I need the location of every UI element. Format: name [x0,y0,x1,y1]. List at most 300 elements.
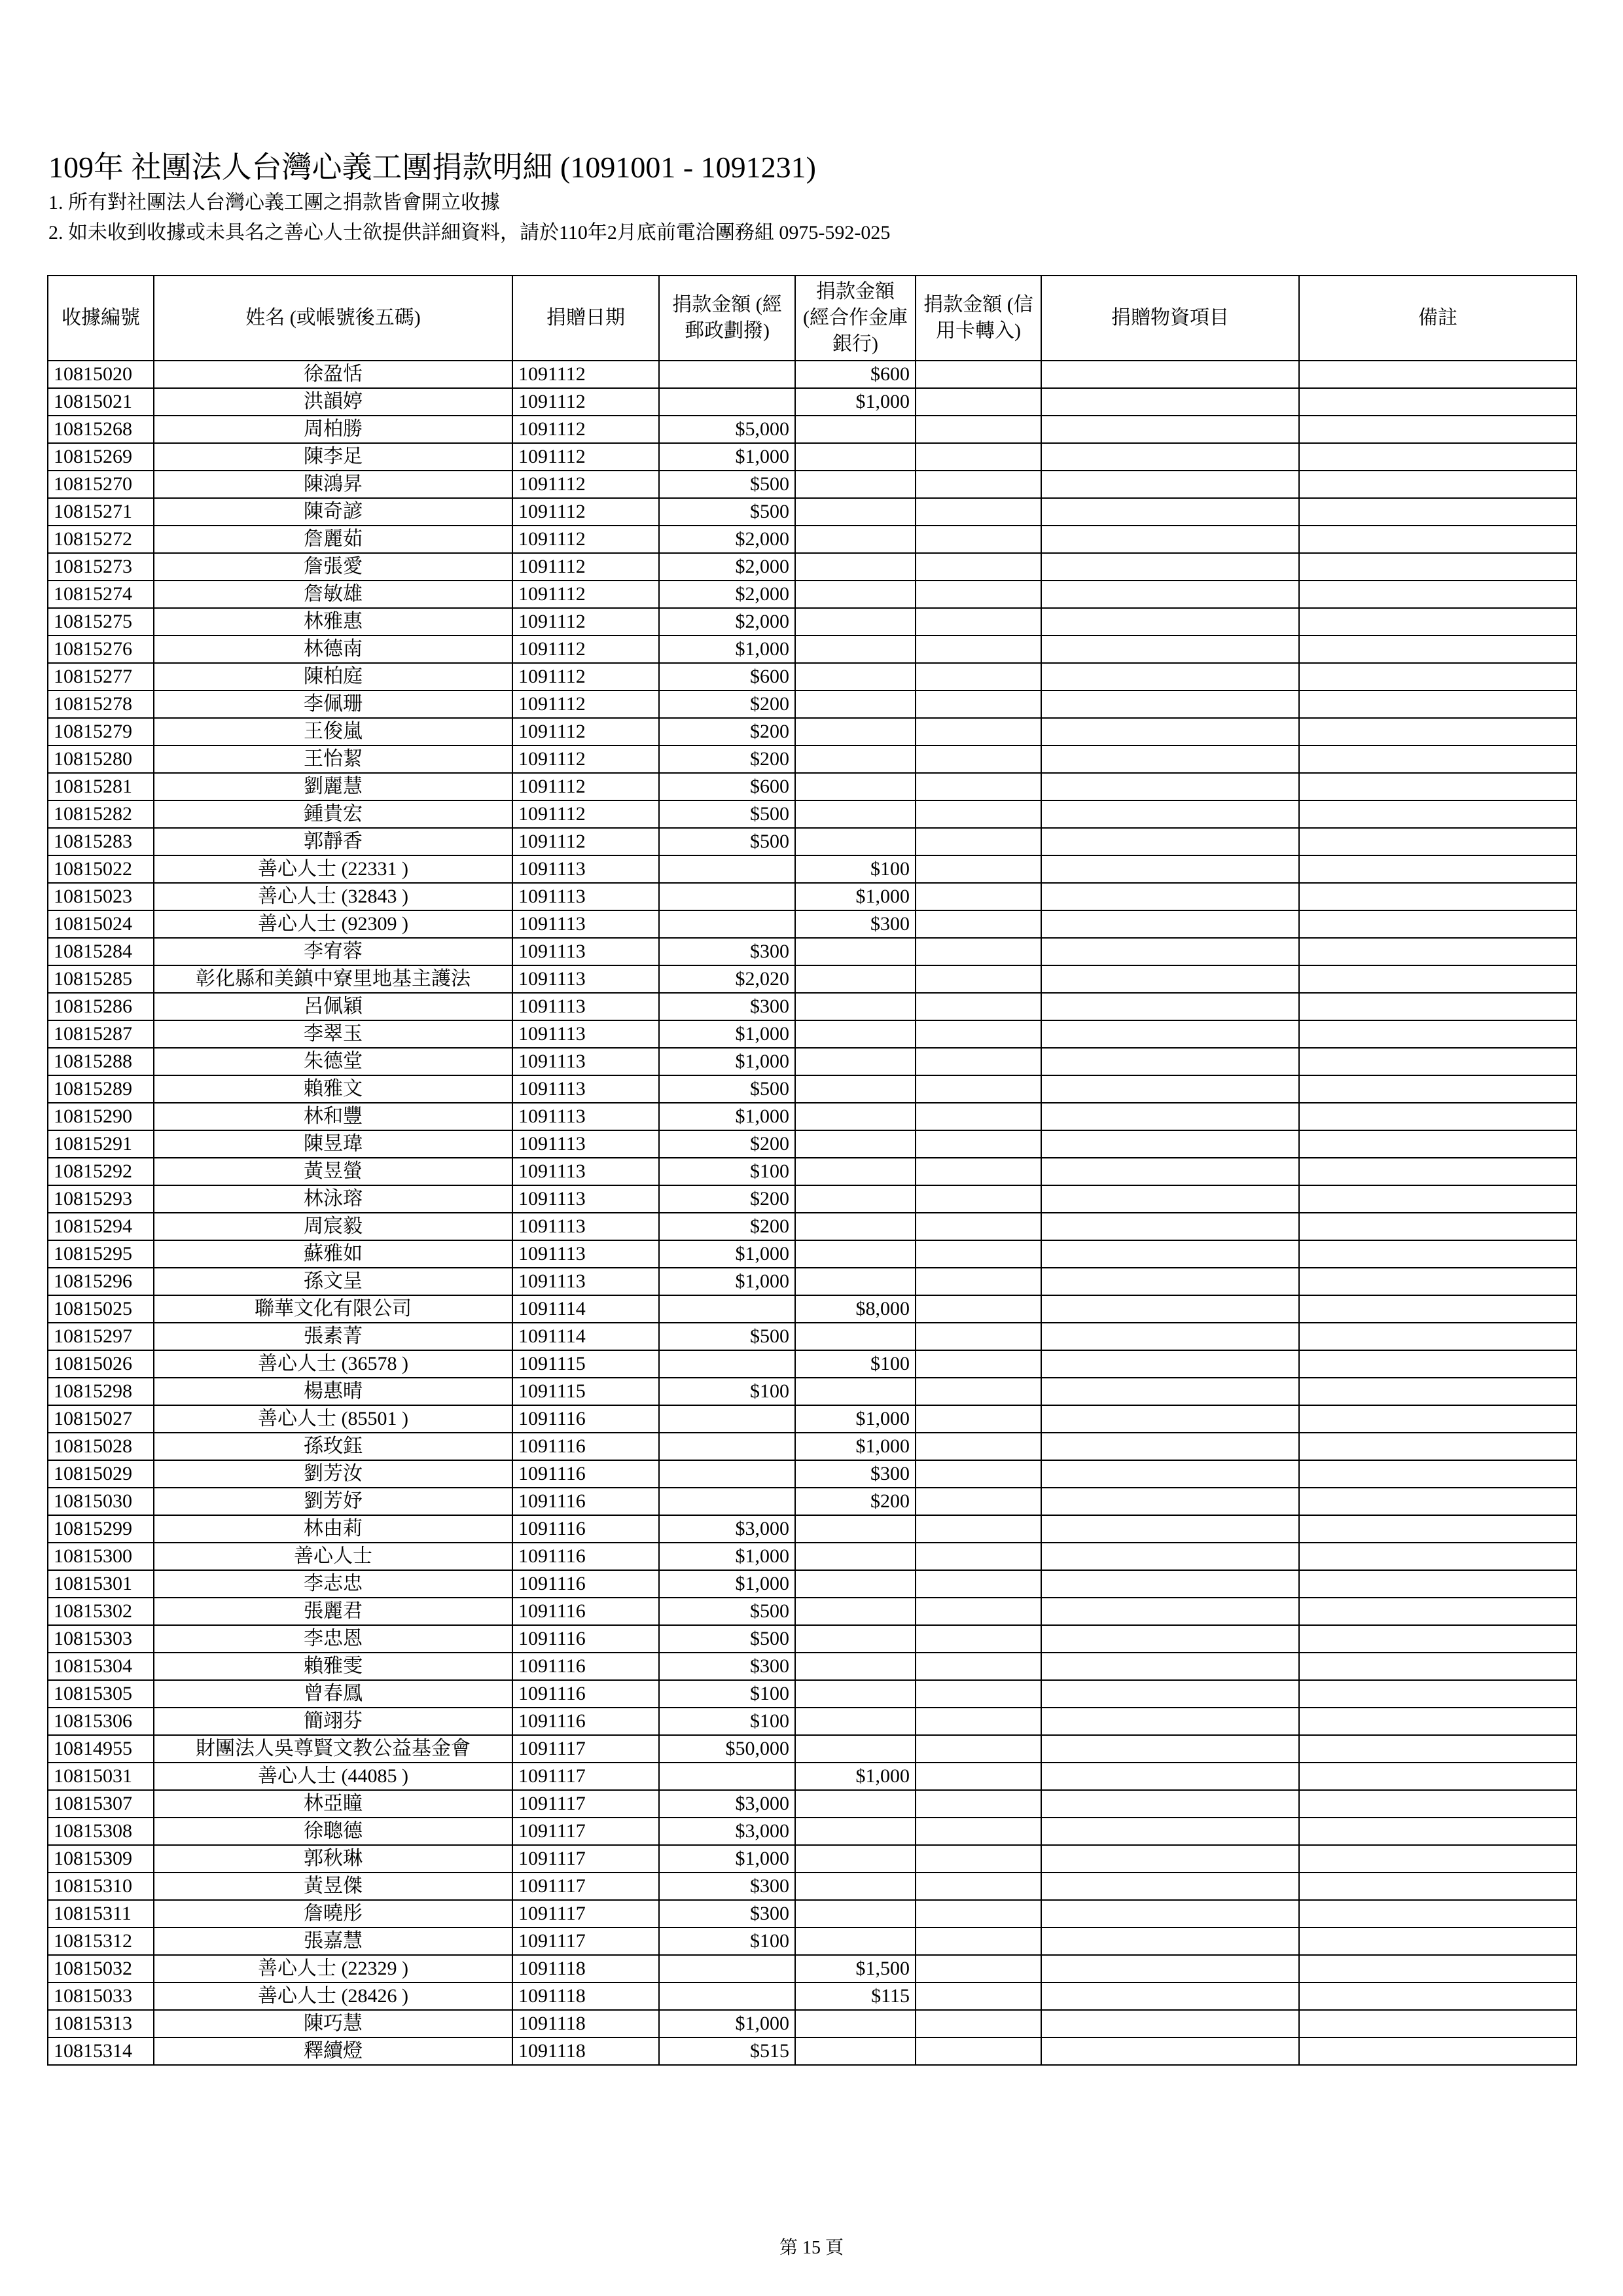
table-row [48,1515,1577,1543]
receipt-no-cell: 10815271 [48,498,154,526]
name-cell: 張嘉慧 [154,1928,512,1955]
name-cell: 呂佩穎 [154,993,512,1020]
credit-amount-cell [916,745,1041,773]
table-row [48,1295,1577,1323]
postal-amount-cell [659,1350,795,1378]
goods-cell [1041,663,1299,691]
goods-cell [1041,993,1299,1020]
name-cell: 李忠恩 [154,1625,512,1653]
col-goods: 捐贈物資項目 [1041,276,1299,361]
table-row [48,1075,1577,1103]
receipt-no-cell: 10815276 [48,636,154,663]
goods-cell [1041,1845,1299,1873]
date-cell: 1091113 [512,993,659,1020]
table-row [48,773,1577,800]
table-row [48,1378,1577,1405]
date-cell: 1091117 [512,1928,659,1955]
receipt-no-cell: 10815280 [48,745,154,773]
credit-amount-cell [916,1515,1041,1543]
col-name: 姓名 (或帳號後五碼) [154,276,512,361]
credit-amount-cell [916,828,1041,855]
credit-amount-cell [916,1680,1041,1708]
remarks-cell [1299,1405,1577,1433]
name-cell: 善心人士 (92309 ) [154,910,512,938]
table-row [48,2010,1577,2037]
postal-amount-cell: $300 [659,1900,795,1928]
bank-amount-cell [795,1790,916,1818]
remarks-cell [1299,1708,1577,1735]
postal-amount-cell: $1,000 [659,1845,795,1873]
postal-amount-cell: $1,000 [659,1020,795,1048]
date-cell: 1091113 [512,938,659,965]
goods-cell [1041,416,1299,443]
postal-amount-cell: $200 [659,691,795,718]
name-cell: 黃昱螢 [154,1158,512,1185]
credit-amount-cell [916,938,1041,965]
postal-amount-cell: $1,000 [659,1543,795,1570]
date-cell: 1091117 [512,1735,659,1763]
receipt-no-cell: 10815303 [48,1625,154,1653]
bank-amount-cell [795,553,916,581]
date-cell: 1091112 [512,608,659,636]
postal-amount-cell: $50,000 [659,1735,795,1763]
postal-amount-cell: $1,000 [659,443,795,471]
receipt-no-cell: 10815277 [48,663,154,691]
goods-cell [1041,1763,1299,1790]
remarks-cell [1299,471,1577,498]
remarks-cell [1299,608,1577,636]
postal-amount-cell: $5,000 [659,416,795,443]
bank-amount-cell [795,1020,916,1048]
remarks-cell [1299,1323,1577,1350]
goods-cell [1041,1213,1299,1240]
postal-amount-cell: $200 [659,1185,795,1213]
bank-amount-cell: $115 [795,1982,916,2010]
receipt-no-cell: 10815288 [48,1048,154,1075]
name-cell: 朱德堂 [154,1048,512,1075]
remarks-cell [1299,965,1577,993]
postal-amount-cell [659,388,795,416]
table-row [48,1790,1577,1818]
receipt-no-cell: 10815289 [48,1075,154,1103]
goods-cell [1041,1405,1299,1433]
receipt-no-cell: 10815029 [48,1460,154,1488]
bank-amount-cell [795,691,916,718]
date-cell: 1091113 [512,1158,659,1185]
receipt-no-cell: 10815286 [48,993,154,1020]
postal-amount-cell: $200 [659,718,795,745]
date-cell: 1091116 [512,1488,659,1515]
goods-cell [1041,855,1299,883]
receipt-no-cell: 10815306 [48,1708,154,1735]
bank-amount-cell [795,1735,916,1763]
name-cell: 善心人士 [154,1543,512,1570]
table-row [48,2037,1577,2065]
date-cell: 1091112 [512,416,659,443]
postal-amount-cell: $200 [659,1130,795,1158]
postal-amount-cell: $500 [659,1075,795,1103]
table-row [48,471,1577,498]
receipt-no-cell: 10815311 [48,1900,154,1928]
credit-amount-cell [916,1763,1041,1790]
table-row [48,938,1577,965]
credit-amount-cell [916,1075,1041,1103]
date-cell: 1091117 [512,1900,659,1928]
bank-amount-cell [795,1873,916,1900]
date-cell: 1091118 [512,2037,659,2065]
credit-amount-cell [916,855,1041,883]
goods-cell [1041,1460,1299,1488]
receipt-no-cell: 10815309 [48,1845,154,1873]
credit-amount-cell [916,1378,1041,1405]
table-row [48,1708,1577,1735]
name-cell: 聯華文化有限公司 [154,1295,512,1323]
postal-amount-cell: $2,000 [659,553,795,581]
goods-cell [1041,361,1299,388]
remarks-cell [1299,1460,1577,1488]
postal-amount-cell: $1,000 [659,1103,795,1130]
postal-amount-cell: $200 [659,1213,795,1240]
goods-cell [1041,498,1299,526]
goods-cell [1041,1680,1299,1708]
postal-amount-cell: $2,020 [659,965,795,993]
table-row [48,1928,1577,1955]
bank-amount-cell: $1,000 [795,388,916,416]
goods-cell [1041,1598,1299,1625]
remarks-cell [1299,2010,1577,2037]
table-row [48,1845,1577,1873]
table-body [48,361,1577,2065]
credit-amount-cell [916,1295,1041,1323]
remarks-cell [1299,1488,1577,1515]
bank-amount-cell [795,938,916,965]
remarks-cell [1299,663,1577,691]
table-row [48,1543,1577,1570]
postal-amount-cell: $3,000 [659,1818,795,1845]
credit-amount-cell [916,691,1041,718]
goods-cell [1041,1515,1299,1543]
bank-amount-cell [795,1378,916,1405]
bank-amount-cell: $100 [795,855,916,883]
remarks-cell [1299,1625,1577,1653]
name-cell: 劉芳妤 [154,1488,512,1515]
table-row [48,1680,1577,1708]
goods-cell [1041,1982,1299,2010]
remarks-cell [1299,800,1577,828]
name-cell: 李宥蓉 [154,938,512,965]
remarks-cell [1299,1763,1577,1790]
table-row [48,1433,1577,1460]
date-cell: 1091113 [512,910,659,938]
credit-amount-cell [916,1185,1041,1213]
date-cell: 1091112 [512,498,659,526]
date-cell: 1091116 [512,1405,659,1433]
postal-amount-cell: $1,000 [659,1570,795,1598]
bank-amount-cell [795,1818,916,1845]
receipt-no-cell: 10815269 [48,443,154,471]
note-receipt: 1. 所有對社團法人台灣心義工團之捐款皆會開立收據 [48,192,500,213]
bank-amount-cell [795,1048,916,1075]
date-cell: 1091112 [512,361,659,388]
remarks-cell [1299,1680,1577,1708]
postal-amount-cell: $500 [659,1625,795,1653]
goods-cell [1041,1570,1299,1598]
receipt-no-cell: 10815295 [48,1240,154,1268]
bank-amount-cell [795,965,916,993]
date-cell: 1091116 [512,1598,659,1625]
bank-amount-cell: $600 [795,361,916,388]
goods-cell [1041,1240,1299,1268]
date-cell: 1091116 [512,1460,659,1488]
table-row [48,1213,1577,1240]
date-cell: 1091116 [512,1708,659,1735]
postal-amount-cell: $500 [659,1323,795,1350]
goods-cell [1041,1323,1299,1350]
bank-amount-cell: $1,000 [795,883,916,910]
name-cell: 徐聰德 [154,1818,512,1845]
credit-amount-cell [916,773,1041,800]
receipt-no-cell: 10815296 [48,1268,154,1295]
name-cell: 周宸毅 [154,1213,512,1240]
name-cell: 財團法人吳尊賢文教公益基金會 [154,1735,512,1763]
bank-amount-cell: $300 [795,910,916,938]
goods-cell [1041,1735,1299,1763]
postal-amount-cell: $300 [659,1873,795,1900]
receipt-no-cell: 10815272 [48,526,154,553]
name-cell: 詹敏雄 [154,581,512,608]
date-cell: 1091112 [512,443,659,471]
remarks-cell [1299,361,1577,388]
name-cell: 陳李足 [154,443,512,471]
credit-amount-cell [916,1955,1041,1982]
credit-amount-cell [916,471,1041,498]
name-cell: 王俊嵐 [154,718,512,745]
goods-cell [1041,1048,1299,1075]
table-row [48,1268,1577,1295]
postal-amount-cell: $2,000 [659,608,795,636]
credit-amount-cell [916,1488,1041,1515]
bank-amount-cell [795,1268,916,1295]
name-cell: 陳巧慧 [154,2010,512,2037]
name-cell: 劉麗慧 [154,773,512,800]
goods-cell [1041,1130,1299,1158]
goods-cell [1041,636,1299,663]
receipt-no-cell: 10815294 [48,1213,154,1240]
postal-amount-cell: $1,000 [659,2010,795,2037]
date-cell: 1091114 [512,1295,659,1323]
bank-amount-cell [795,1680,916,1708]
table-row [48,1900,1577,1928]
receipt-no-cell: 10815278 [48,691,154,718]
credit-amount-cell [916,1790,1041,1818]
date-cell: 1091118 [512,1982,659,2010]
date-cell: 1091116 [512,1515,659,1543]
bank-amount-cell: $1,500 [795,1955,916,1982]
name-cell: 善心人士 (22331 ) [154,855,512,883]
receipt-no-cell: 10815308 [48,1818,154,1845]
remarks-cell [1299,1213,1577,1240]
name-cell: 張麗君 [154,1598,512,1625]
table-row [48,1955,1577,1982]
bank-amount-cell [795,1185,916,1213]
receipt-no-cell: 10815312 [48,1928,154,1955]
table-row [48,1763,1577,1790]
postal-amount-cell: $2,000 [659,526,795,553]
postal-amount-cell [659,1488,795,1515]
receipt-no-cell: 10815032 [48,1955,154,1982]
postal-amount-cell: $300 [659,938,795,965]
remarks-cell [1299,1515,1577,1543]
credit-amount-cell [916,1405,1041,1433]
receipt-no-cell: 10815299 [48,1515,154,1543]
name-cell: 劉芳汝 [154,1460,512,1488]
remarks-cell [1299,1075,1577,1103]
credit-amount-cell [916,1130,1041,1158]
bank-amount-cell [795,2010,916,2037]
receipt-no-cell: 10815283 [48,828,154,855]
postal-amount-cell [659,1433,795,1460]
remarks-cell [1299,883,1577,910]
receipt-no-cell: 10815304 [48,1653,154,1680]
goods-cell [1041,1818,1299,1845]
credit-amount-cell [916,388,1041,416]
name-cell: 林雅惠 [154,608,512,636]
name-cell: 善心人士 (22329 ) [154,1955,512,1982]
postal-amount-cell: $100 [659,1708,795,1735]
name-cell: 善心人士 (28426 ) [154,1982,512,2010]
credit-amount-cell [916,581,1041,608]
receipt-no-cell: 10815025 [48,1295,154,1323]
goods-cell [1041,1928,1299,1955]
date-cell: 1091112 [512,745,659,773]
bank-amount-cell [795,1103,916,1130]
postal-amount-cell: $1,000 [659,1268,795,1295]
postal-amount-cell: $300 [659,993,795,1020]
date-cell: 1091112 [512,800,659,828]
table-row [48,526,1577,553]
table-row [48,553,1577,581]
remarks-cell [1299,636,1577,663]
date-cell: 1091112 [512,526,659,553]
date-cell: 1091113 [512,1020,659,1048]
remarks-cell [1299,938,1577,965]
goods-cell [1041,745,1299,773]
remarks-cell [1299,1020,1577,1048]
date-cell: 1091116 [512,1433,659,1460]
goods-cell [1041,2037,1299,2065]
goods-cell [1041,1295,1299,1323]
goods-cell [1041,938,1299,965]
credit-amount-cell [916,1268,1041,1295]
date-cell: 1091117 [512,1790,659,1818]
date-cell: 1091116 [512,1680,659,1708]
date-cell: 1091112 [512,663,659,691]
bank-amount-cell [795,636,916,663]
name-cell: 林泳瑢 [154,1185,512,1213]
remarks-cell [1299,1598,1577,1625]
remarks-cell [1299,1845,1577,1873]
postal-amount-cell [659,1405,795,1433]
bank-amount-cell: $1,000 [795,1763,916,1790]
credit-amount-cell [916,526,1041,553]
name-cell: 楊惠晴 [154,1378,512,1405]
postal-amount-cell: $100 [659,1680,795,1708]
bank-amount-cell [795,471,916,498]
receipt-no-cell: 10815291 [48,1130,154,1158]
goods-cell [1041,553,1299,581]
remarks-cell [1299,745,1577,773]
receipt-no-cell: 10815027 [48,1405,154,1433]
credit-amount-cell [916,1735,1041,1763]
postal-amount-cell [659,1763,795,1790]
table-row [48,1818,1577,1845]
name-cell: 林德南 [154,636,512,663]
remarks-cell [1299,498,1577,526]
postal-amount-cell [659,1460,795,1488]
name-cell: 釋續燈 [154,2037,512,2065]
table-header-row [48,276,1577,361]
table-row [48,910,1577,938]
goods-cell [1041,1488,1299,1515]
receipt-no-cell: 10815275 [48,608,154,636]
postal-amount-cell: $600 [659,773,795,800]
goods-cell [1041,910,1299,938]
goods-cell [1041,1185,1299,1213]
remarks-cell [1299,1130,1577,1158]
goods-cell [1041,1955,1299,1982]
date-cell: 1091114 [512,1323,659,1350]
table-row [48,800,1577,828]
postal-amount-cell: $300 [659,1653,795,1680]
remarks-cell [1299,1158,1577,1185]
bank-amount-cell [795,1598,916,1625]
goods-cell [1041,1158,1299,1185]
credit-amount-cell [916,1323,1041,1350]
table-row [48,993,1577,1020]
date-cell: 1091112 [512,471,659,498]
name-cell: 曾春鳳 [154,1680,512,1708]
goods-cell [1041,1075,1299,1103]
credit-amount-cell [916,1213,1041,1240]
date-cell: 1091117 [512,1818,659,1845]
remarks-cell [1299,553,1577,581]
date-cell: 1091117 [512,1845,659,1873]
table-row [48,1158,1577,1185]
remarks-cell [1299,1982,1577,2010]
page-number: 第 15 頁 [779,2238,844,2258]
receipt-no-cell: 10815287 [48,1020,154,1048]
remarks-cell [1299,1185,1577,1213]
table-row [48,636,1577,663]
goods-cell [1041,718,1299,745]
credit-amount-cell [916,2010,1041,2037]
date-cell: 1091113 [512,1103,659,1130]
credit-amount-cell [916,1048,1041,1075]
remarks-cell [1299,828,1577,855]
bank-amount-cell [795,443,916,471]
receipt-no-cell: 10815298 [48,1378,154,1405]
goods-cell [1041,581,1299,608]
date-cell: 1091113 [512,1213,659,1240]
receipt-no-cell: 10815284 [48,938,154,965]
bank-amount-cell [795,1158,916,1185]
goods-cell [1041,1543,1299,1570]
bank-amount-cell [795,993,916,1020]
bank-amount-cell [795,416,916,443]
bank-amount-cell [795,1570,916,1598]
goods-cell [1041,773,1299,800]
goods-cell [1041,443,1299,471]
